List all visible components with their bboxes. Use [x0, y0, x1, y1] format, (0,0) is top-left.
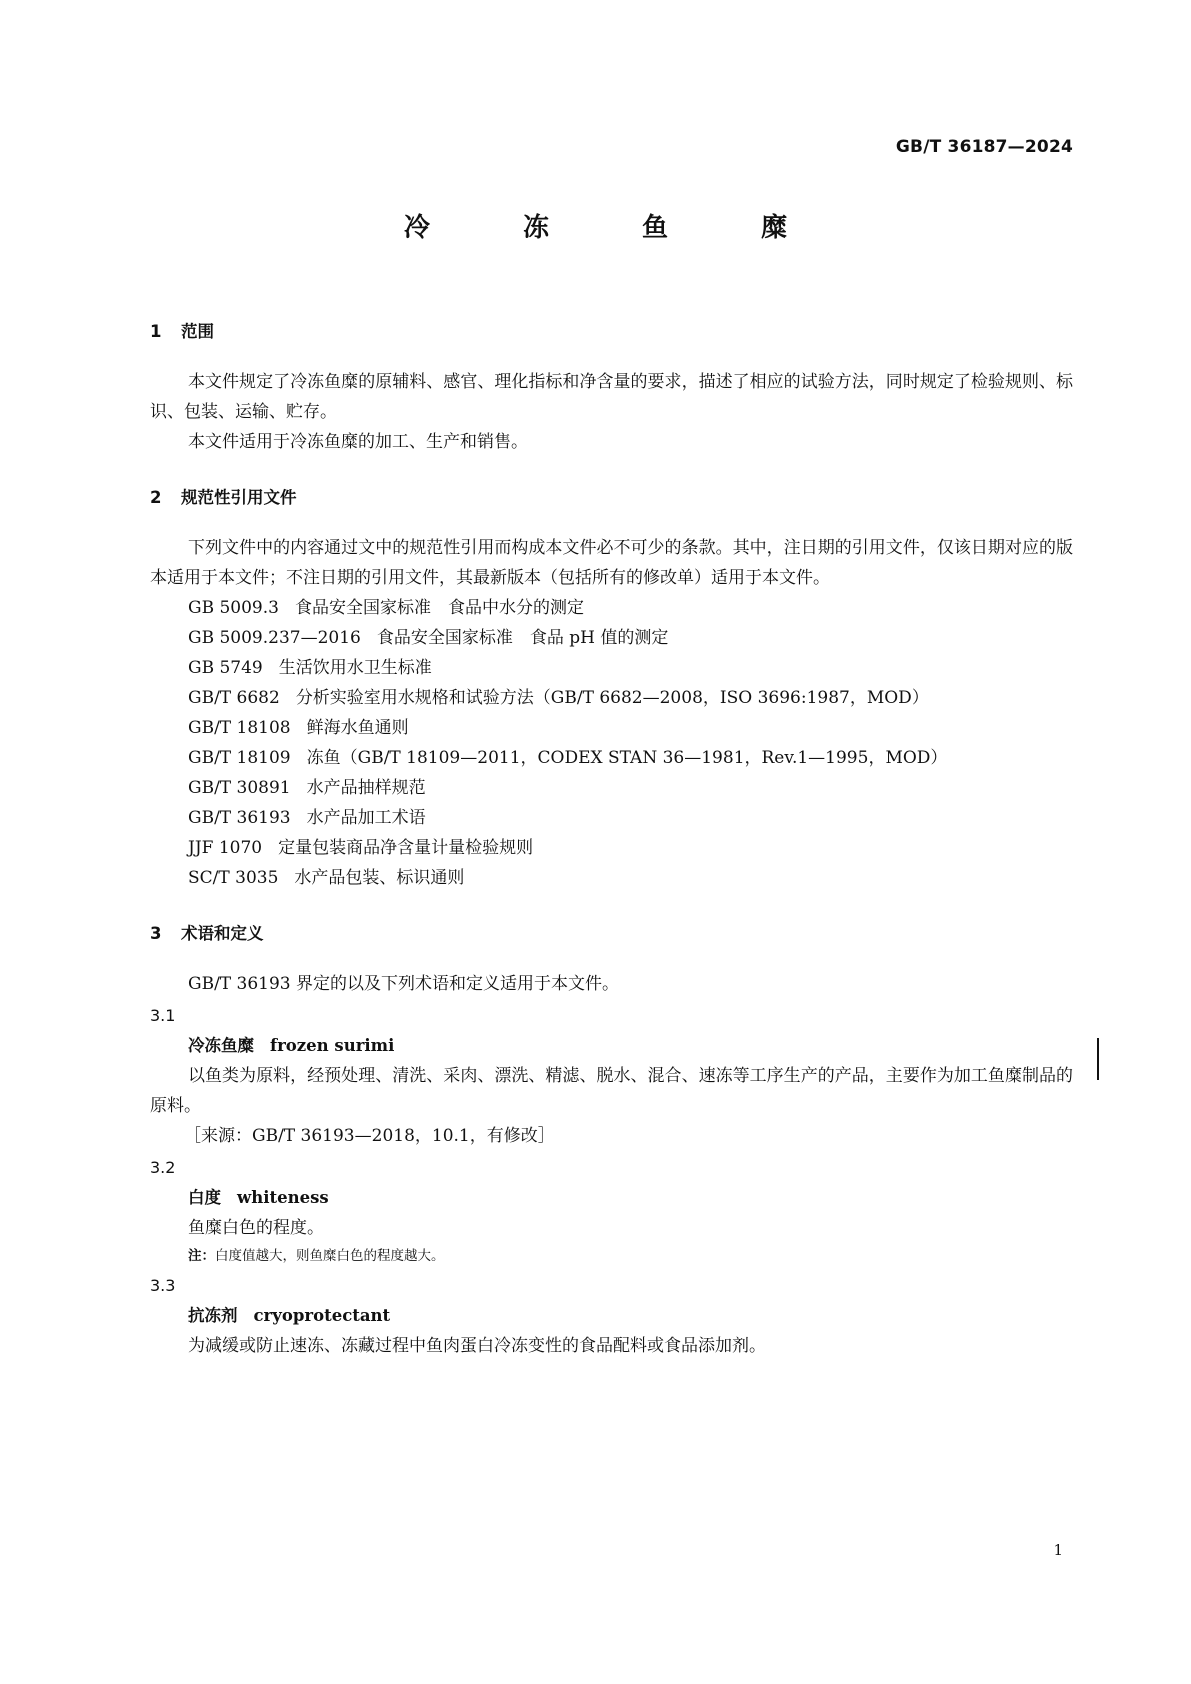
reference-code: GB 5009.237—2016	[188, 628, 361, 648]
document-title: 冷 冻 鱼 糜	[403, 213, 830, 243]
section-heading-normative-references	[150, 483, 1073, 513]
reference-code: GB/T 36193	[188, 808, 291, 828]
term-title	[150, 1301, 1073, 1331]
scope-paragraph-1: 本文件规定了冷冻鱼糜的原辅料、感官、理化指标和净含量的要求，描述了相应的试验方法，同时规定了检验规则、标识、包装、运输、贮存。	[150, 372, 1073, 422]
reference-code: GB 5009.3	[188, 598, 279, 618]
note-text: 白度值越大，则鱼糜白色的程度越大。	[215, 1248, 445, 1264]
note-label: 注：	[188, 1248, 215, 1264]
reference-title: 定量包装商品净含量计量检验规则	[278, 838, 534, 858]
term-definition: 为减缓或防止速冻、冻藏过程中鱼肉蛋白冷冻变性的食品配料或食品添加剂。	[188, 1336, 766, 1356]
term-zh: 冷冻鱼糜	[188, 1036, 254, 1055]
term-source: ［来源：GB/T 36193—2018，10.1，有修改］	[184, 1126, 555, 1146]
reference-item	[150, 683, 1073, 713]
reference-item	[150, 863, 1073, 893]
reference-code: GB/T 18108	[188, 718, 291, 738]
term-en: whiteness	[237, 1188, 329, 1207]
reference-title: 冻鱼（GB/T 18109—2011，CODEX STAN 36—1981，Rev.1—1995，MOD）	[306, 748, 948, 768]
reference-code: SC/T 3035	[188, 868, 279, 888]
term-zh: 抗冻剂	[188, 1306, 238, 1325]
term-number: 3.3	[150, 1276, 176, 1295]
reference-item	[150, 833, 1073, 863]
section-number: 3	[150, 924, 162, 943]
section-heading-terms	[150, 919, 1073, 949]
reference-code: JJF 1070	[188, 838, 263, 858]
section-title: 规范性引用文件	[181, 488, 297, 507]
terms-intro: GB/T 36193 界定的以及下列术语和定义适用于本文件。	[188, 974, 620, 994]
reference-code: GB/T 18109	[188, 748, 291, 768]
reference-title: 生活饮用水卫生标准	[278, 658, 432, 678]
term-title	[150, 1031, 1073, 1061]
reference-item	[150, 773, 1073, 803]
term-en: frozen surimi	[270, 1036, 395, 1055]
reference-title: 食品安全国家标准 食品中水分的测定	[294, 598, 584, 618]
scope-paragraph-2: 本文件适用于冷冻鱼糜的加工、生产和销售。	[188, 432, 528, 452]
term-en: cryoprotectant	[253, 1306, 391, 1325]
reference-code: GB/T 6682	[188, 688, 280, 708]
reference-item	[150, 713, 1073, 743]
section-number: 1	[150, 322, 162, 341]
term-title	[150, 1183, 1073, 1213]
reference-title: 水产品抽样规范	[306, 778, 426, 798]
page-number: 1	[1053, 1541, 1063, 1559]
term-number: 3.2	[150, 1158, 176, 1177]
reference-item	[150, 593, 1073, 623]
references-intro: 下列文件中的内容通过文中的规范性引用而构成本文件必不可少的条款。其中，注日期的引用文件，仅该日期对应的版本适用于本文件；不注日期的引用文件，其最新版本（包括所有的修改单）适用于本文件。	[150, 538, 1073, 588]
term-number: 3.1	[150, 1006, 176, 1025]
revision-bar	[1097, 1038, 1099, 1080]
section-title: 术语和定义	[181, 924, 264, 943]
term-note	[150, 1243, 1073, 1269]
section-number: 2	[150, 488, 162, 507]
section-heading-scope	[150, 317, 1073, 347]
reference-item	[150, 653, 1073, 683]
section-title: 范围	[181, 322, 214, 341]
reference-title: 水产品加工术语	[306, 808, 426, 828]
document-body	[150, 317, 1073, 1361]
reference-title: 鲜海水鱼通则	[306, 718, 409, 738]
reference-item	[150, 743, 1073, 773]
reference-title: 水产品包装、标识通则	[294, 868, 465, 888]
reference-item	[150, 623, 1073, 653]
term-definition: 鱼糜白色的程度。	[188, 1218, 324, 1238]
standard-number: GB/T 36187—2024	[895, 137, 1073, 157]
term-zh: 白度	[188, 1188, 221, 1207]
reference-code: GB 5749	[188, 658, 263, 678]
reference-item	[150, 803, 1073, 833]
reference-title: 分析实验室用水规格和试验方法（GB/T 6682—2008，ISO 3696:1987，MOD）	[295, 688, 929, 708]
reference-title: 食品安全国家标准 食品 pH 值的测定	[376, 628, 669, 648]
reference-code: GB/T 30891	[188, 778, 291, 798]
term-definition: 以鱼类为原料，经预处理、清洗、采肉、漂洗、精滤、脱水、混合、速冻等工序生产的产品，主要作为加工鱼糜制品的原料。	[150, 1066, 1073, 1116]
